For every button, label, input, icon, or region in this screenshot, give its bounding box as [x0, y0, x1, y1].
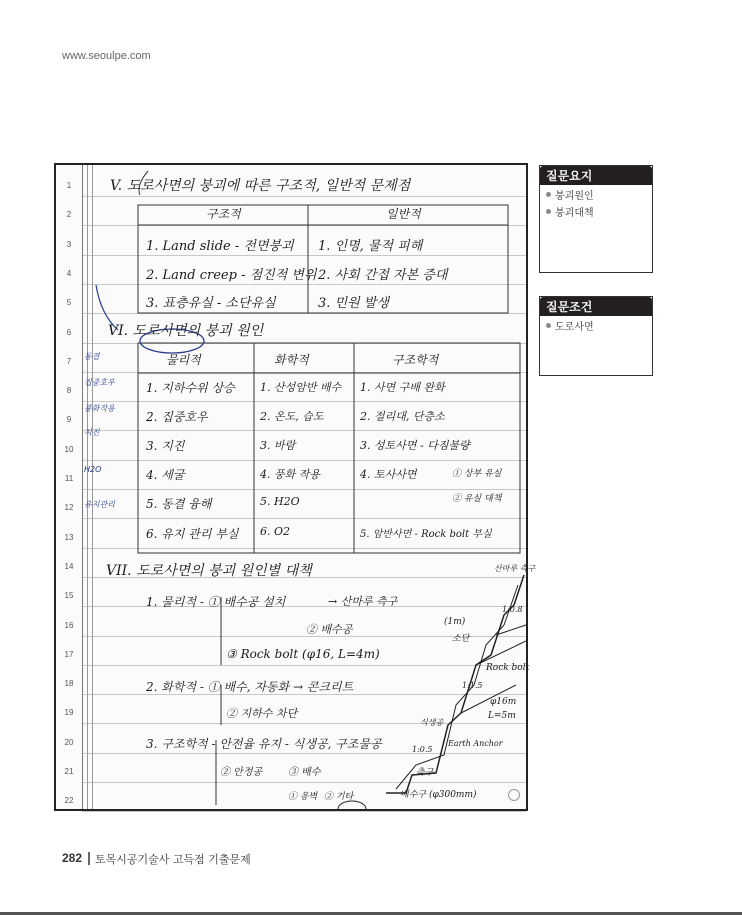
sketch-label-1: (1m) — [444, 617, 466, 627]
line-number: 2 — [66, 210, 72, 220]
site-url: www.seoulpe.com — [62, 50, 151, 62]
section-6-structural-4b: ② 유실 대책 — [452, 494, 502, 504]
margin-note-3: 지진 — [84, 428, 100, 437]
question-points-item — [540, 185, 652, 202]
line-number: 10 — [64, 444, 74, 454]
section-6-physical-5: 5. 동결 융해 — [146, 497, 212, 511]
section-6-structural-3: 3. 성토사면 - 다짐불량 — [360, 439, 470, 452]
margin-note-6: 동결 — [84, 352, 100, 361]
section-7-chemical-2: ② 지하수 차단 — [226, 707, 298, 720]
line-number: 22 — [64, 796, 74, 806]
question-points-item-label: 붕괴원인 — [555, 191, 594, 202]
question-points-title: 질문요지 — [540, 166, 652, 185]
section-5-col-general: 일반적 — [386, 207, 421, 221]
margin-note-4: H2O — [84, 465, 102, 474]
sketch-label-10: 1:1.5 — [462, 681, 483, 690]
line-number: 15 — [64, 591, 74, 601]
line-number: 19 — [64, 708, 74, 718]
answer-sheet — [54, 163, 536, 811]
section-7-heading: VII. 도로사면의 붕괴 원인별 대책 — [106, 563, 312, 579]
sketch-label-8: 측구 — [416, 768, 434, 778]
line-number: 7 — [66, 356, 72, 366]
section-6-chemical-6: 6. O2 — [260, 525, 291, 538]
section-6-col-physical: 물리적 — [166, 353, 201, 367]
sketch-label-2: 소단 — [452, 634, 470, 644]
section-7-chemical: 2. 화학적 - ① 배수, 자동화 → 콘크리트 — [146, 680, 354, 694]
question-conditions-panel — [539, 296, 653, 376]
section-5-row-3-right: 3. 민원 발생 — [318, 296, 389, 311]
section-6-heading: VI. 도로사면의 붕괴 원인 — [108, 323, 264, 339]
corner-circle-mark — [508, 789, 520, 801]
section-6-chemical-5: 5. H2O — [260, 495, 300, 508]
footer-separator — [88, 852, 90, 865]
section-6-chemical-4: 4. 풍화 작용 — [260, 468, 320, 481]
page-number: 282 — [62, 851, 83, 865]
section-7-physical-2: ② 배수공 — [306, 623, 353, 636]
section-6-structural-2: 2. 절리대, 단층소 — [360, 410, 445, 423]
section-6-structural-5: 5. 암반사면 - Rock bolt 부실 — [360, 529, 492, 540]
line-number: 6 — [66, 327, 72, 337]
line-number: 12 — [64, 503, 74, 513]
sketch-label-9: 1:0.8 — [502, 605, 523, 614]
section-6-col-chemical: 화학적 — [274, 353, 309, 367]
sketch-label-6: 식생공 — [420, 718, 444, 727]
section-6-physical-4: 4. 세굴 — [146, 468, 185, 482]
section-7-structural-5: ② 기타 — [324, 792, 354, 802]
sketch-label-12: 산마루 측구 — [494, 564, 536, 573]
section-6-physical-3: 3. 지진 — [146, 439, 185, 453]
line-number: 17 — [64, 649, 74, 659]
line-number: 14 — [64, 561, 74, 571]
section-6-structural-1: 1. 사면 구배 완화 — [360, 381, 445, 394]
margin-note-1: 집중호우 — [84, 378, 115, 387]
line-number: 4 — [66, 268, 72, 278]
line-number: 21 — [64, 767, 74, 776]
section-6-chemical-2: 2. 온도, 습도 — [260, 410, 324, 423]
section-5-row-1-right: 1. 인명, 물적 피해 — [318, 239, 423, 254]
line-number: 3 — [66, 239, 72, 249]
line-number: 8 — [66, 386, 72, 396]
line-number: 16 — [64, 620, 74, 630]
sketch-label-4: φ16m — [490, 697, 517, 707]
line-number: 1 — [66, 181, 72, 190]
line-number: 20 — [64, 737, 74, 747]
sketch-label-3: Rock bolt — [486, 663, 530, 673]
question-points-item-label: 붕괴대책 — [555, 208, 594, 219]
ruled-line — [82, 811, 526, 812]
section-6-physical-1: 1. 지하수위 상승 — [146, 381, 235, 395]
section-6-col-structural: 구조학적 — [392, 353, 439, 367]
question-points-item — [540, 202, 652, 219]
section-5-row-1-left: 1. Land slide - 전면붕괴 — [146, 239, 294, 254]
section-5-row-2-left: 2. Land creep - 점진적 변위 — [146, 268, 317, 283]
line-number: 9 — [66, 415, 72, 425]
section-6-chemical-3: 3. 바람 — [260, 439, 296, 452]
section-7-structural-2: ② 안정공 — [220, 767, 263, 778]
section-6-chemical-1: 1. 산성암반 배수 — [260, 381, 342, 394]
section-7-structural-3: ③ 배수 — [288, 767, 321, 778]
sketch-label-7: Earth Anchor — [448, 739, 503, 748]
section-5-heading: V. 도로사면의 붕괴에 따른 구조적, 일반적 문제점 — [110, 178, 411, 194]
line-number: 11 — [64, 474, 74, 483]
section-7-physical-3: ③ Rock bolt (φ16, L=4m) — [226, 647, 380, 661]
sketch-label-5: L=5m — [488, 711, 516, 721]
section-6-structural-4: 4. 토사사면 — [360, 468, 417, 481]
line-number: 5 — [66, 298, 72, 308]
section-7-physical: 1. 물리적 - ① 배수공 설치 — [146, 595, 286, 609]
section-5-row-2-right: 2. 사회 간접 자본 증대 — [318, 268, 448, 283]
margin-note-2: 풍화작용 — [84, 404, 115, 413]
section-6-physical-6: 6. 유지 관리 부실 — [146, 527, 239, 541]
book-title: 토목시공기술사 고득점 기출문제 — [95, 853, 251, 866]
bullet-icon — [546, 209, 551, 214]
section-6-physical-2: 2. 집중호우 — [146, 410, 208, 424]
sketch-label-11: 1:0.5 — [412, 745, 433, 754]
bullet-icon — [546, 323, 551, 328]
section-7-structural-6: 배수구 (φ300mm) — [400, 790, 477, 800]
section-7-physical-1: → 산마루 측구 — [328, 595, 398, 608]
question-conditions-item-label: 도로사면 — [555, 322, 594, 333]
line-number: 18 — [64, 679, 74, 689]
line-number: 13 — [64, 532, 74, 542]
section-5-col-structural: 구조적 — [206, 207, 241, 221]
section-7-structural-4: ① 옹벽 — [288, 792, 318, 802]
margin-note-5: 유지관리 — [84, 500, 115, 509]
question-points-panel — [539, 165, 653, 273]
bullet-icon — [546, 192, 551, 197]
section-6-structural-4a: ① 상부 유실 — [452, 469, 502, 479]
section-5-row-3-left: 3. 표층유실 - 소단유실 — [146, 296, 276, 311]
section-7-structural: 3. 구조학적 - 안전율 유지 - 식생공, 구조물공 — [146, 737, 382, 751]
question-conditions-title: 질문조건 — [540, 297, 652, 316]
question-conditions-item — [540, 316, 652, 333]
